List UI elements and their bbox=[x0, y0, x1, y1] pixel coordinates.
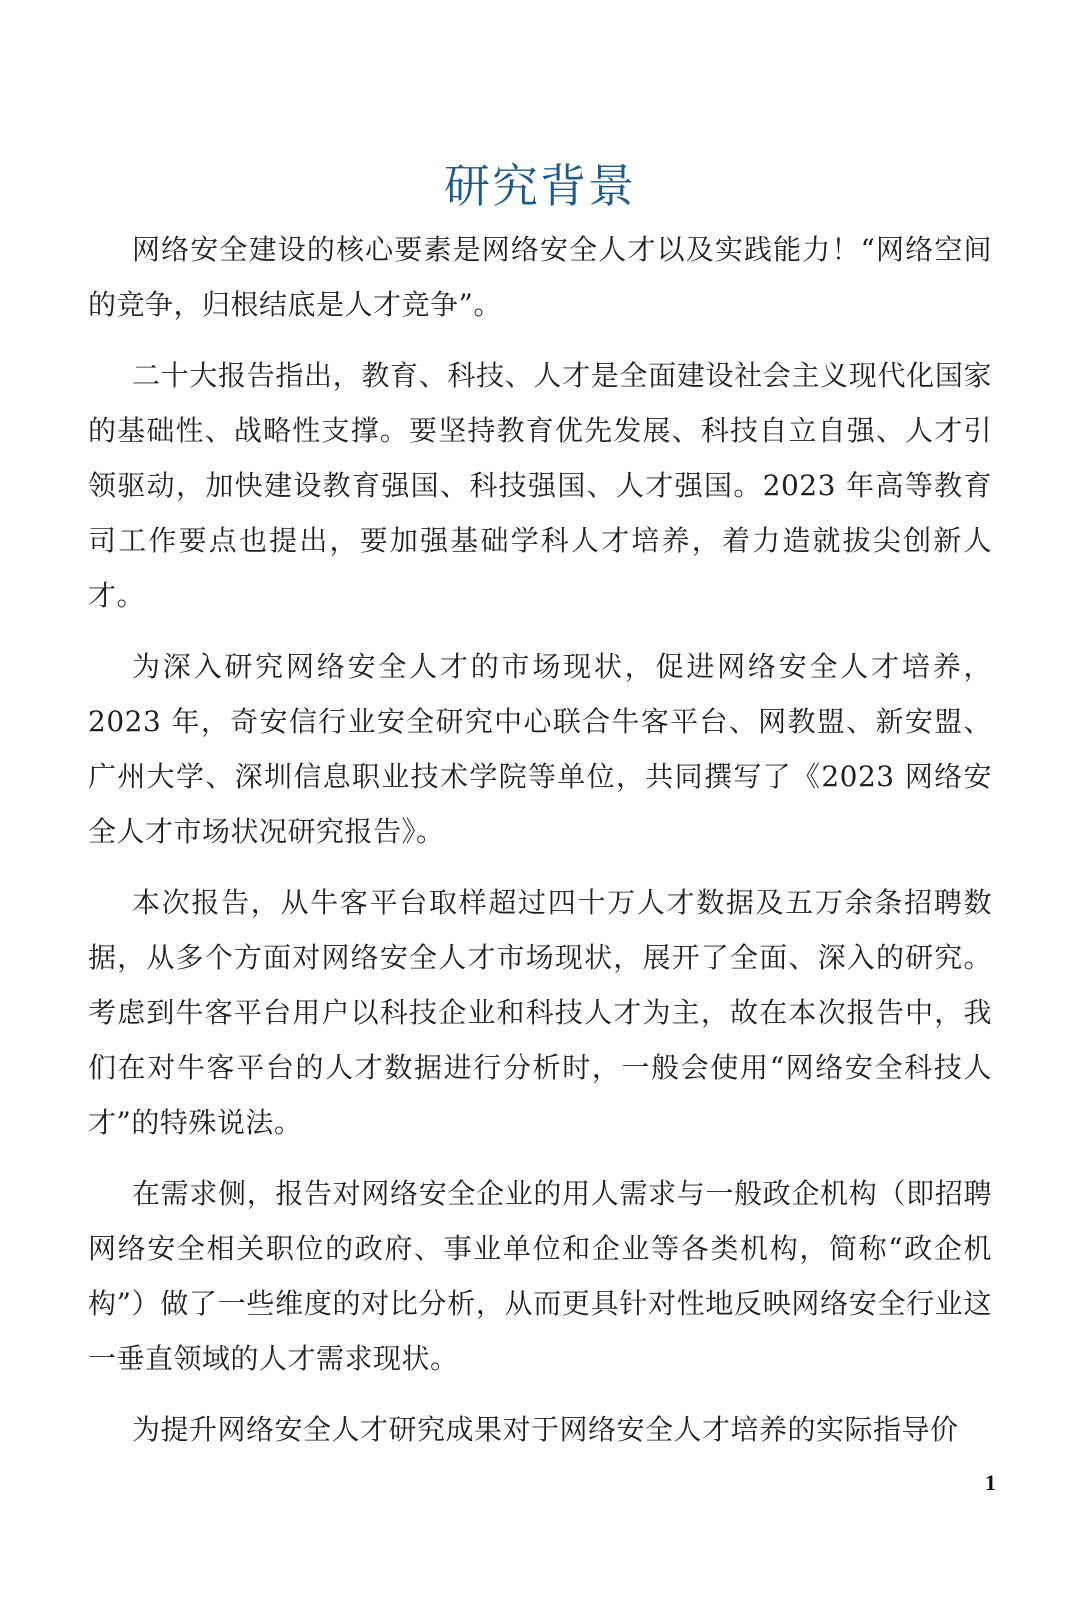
body-text bbox=[88, 222, 992, 1473]
page-title: 研究背景 bbox=[444, 159, 636, 213]
paragraph-5: 在需求侧，报告对网络安全企业的用人需求与一般政企机构（即招聘网络安全相关职位的政府、事业单位和企业等各类机构，简称“政企机构”）做了一些维度的对比分析，从而更具针对性地反映网络安全行业这一垂直领域的人才需求现状。 bbox=[88, 1177, 992, 1375]
page-number: 1 bbox=[985, 1470, 996, 1495]
paragraph-6: 为提升网络安全人才研究成果对于网络安全人才培养的实际指导价 bbox=[132, 1413, 959, 1446]
paragraph-4: 本次报告，从牛客平台取样超过四十万人才数据及五万余条招聘数据，从多个方面对网络安全人才市场现状，展开了全面、深入的研究。考虑到牛客平台用户以科技企业和科技人才为主，故在本次报告中，我们在对牛客平台的人才数据进行分析时，一般会使用“网络安全科技人才”的特殊说法。 bbox=[88, 886, 992, 1139]
paragraph-1: 网络安全建设的核心要素是网络安全人才以及实践能力！“网络空间的竞争，归根结底是人才竞争”。 bbox=[88, 233, 992, 321]
paragraph-2: 二十大报告指出，教育、科技、人才是全面建设社会主义现代化国家的基础性、战略性支撑。要坚持教育优先发展、科技自立自强、人才引领驱动，加快建设教育强国、科技强国、人才强国。2023 年高等教育司工作要点也提出，要加强基础学科人才培养，着力造就拔尖创新人才。 bbox=[88, 359, 992, 612]
paragraph-3: 为深入研究网络安全人才的市场现状，促进网络安全人才培养，2023 年，奇安信行业安全研究中心联合牛客平台、网教盟、新安盟、广州大学、深圳信息职业技术学院等单位，共同撰写了《2023 网络安全人才市场状况研究报告》。 bbox=[88, 650, 992, 848]
